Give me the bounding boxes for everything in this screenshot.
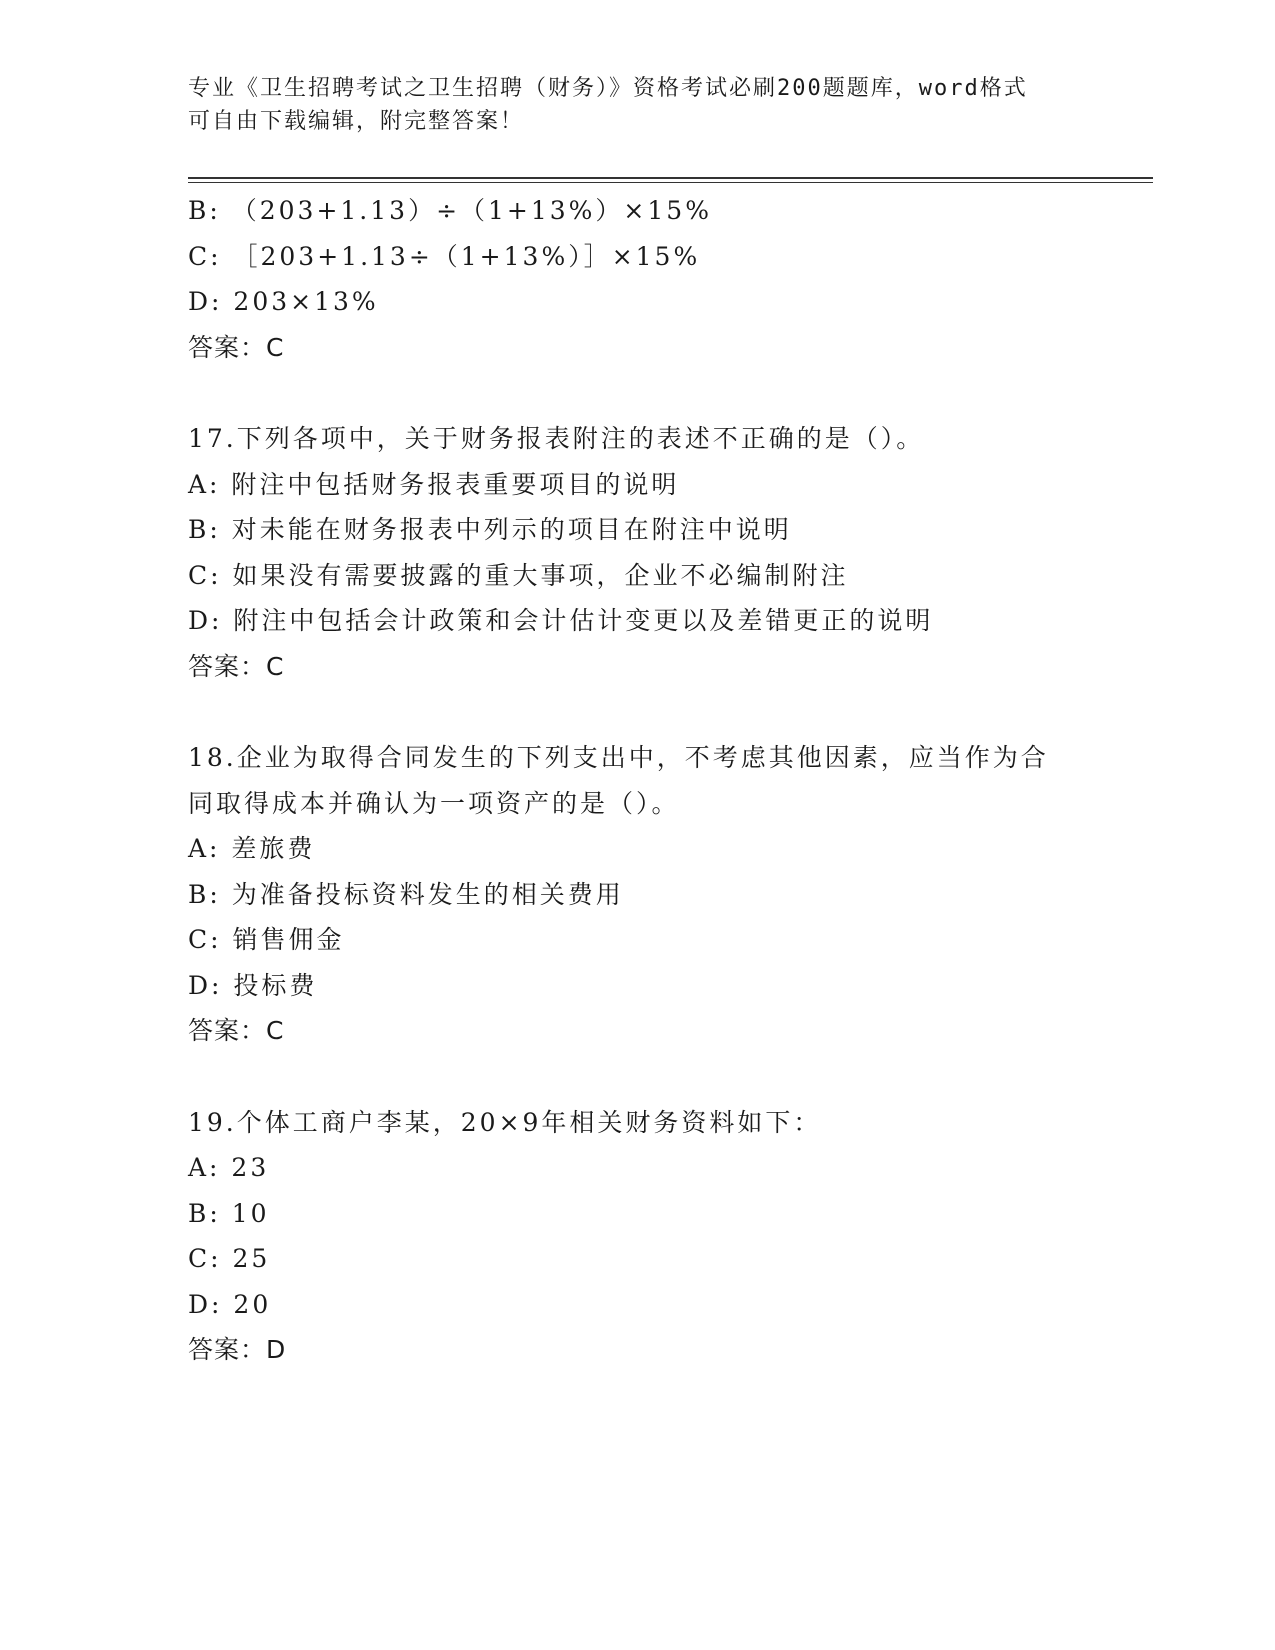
option-c: C: 如果没有需要披露的重大事项，企业不必编制附注 (188, 560, 849, 590)
option-b: B: 对未能在财务报表中列示的项目在附注中说明 (188, 515, 792, 544)
question-17 (188, 416, 1088, 689)
question-18 (188, 735, 1088, 1054)
answer: 答案：C (188, 1016, 285, 1045)
option-a: A: 23 (188, 1153, 270, 1182)
answer: 答案：C (188, 651, 285, 681)
answer: 答案：C (188, 332, 285, 362)
option-d: D: 投标费 (188, 970, 318, 1000)
option-a: A: 差旅费 (188, 834, 316, 863)
spacer (188, 689, 1088, 735)
answer: 答案：D (188, 1335, 287, 1364)
option-a: A: 附注中包括财务报表重要项目的说明 (188, 469, 680, 499)
question-stem: 17.下列各项中，关于财务报表附注的表述不正确的是（）。 (188, 424, 925, 453)
question-19 (188, 1100, 1088, 1373)
option-b: B: 为准备投标资料发生的相关费用 (188, 879, 624, 909)
header-rule-thin (188, 182, 1153, 183)
option-d: D: 20 (188, 1289, 272, 1319)
option-c: C: 销售佣金 (188, 925, 345, 954)
header-line-2: 可自由下载编辑，附完整答案！ (188, 109, 525, 134)
option-b: B: （203+1.13）÷（1+13%）×15% (188, 196, 712, 225)
question-stem-line-1: 18.企业为取得合同发生的下列支出中，不考虑其他因素，应当作为合 (188, 743, 1049, 772)
option-b: B: 10 (188, 1198, 270, 1228)
question-stem: 19.个体工商户李某，20×9年相关财务资料如下： (188, 1107, 822, 1137)
option-c: C: 25 (188, 1244, 271, 1273)
question-list (188, 188, 1088, 1373)
option-d: D: 附注中包括会计政策和会计估计变更以及差错更正的说明 (188, 606, 934, 635)
spacer (188, 370, 1088, 416)
page-header (188, 72, 1088, 138)
question-stem-line-2: 同取得成本并确认为一项资产的是（）。 (188, 788, 680, 818)
header-line-1: 专业《卫生招聘考试之卫生招聘（财务）》资格考试必刷200题题库，word格式 (188, 76, 1028, 101)
question-16-tail (188, 188, 1088, 370)
spacer (188, 1054, 1088, 1100)
header-rule-thick (188, 177, 1153, 179)
option-d: D: 203×13% (188, 287, 379, 316)
option-c: C: ［203+1.13÷（1+13%）］×15% (188, 241, 701, 271)
